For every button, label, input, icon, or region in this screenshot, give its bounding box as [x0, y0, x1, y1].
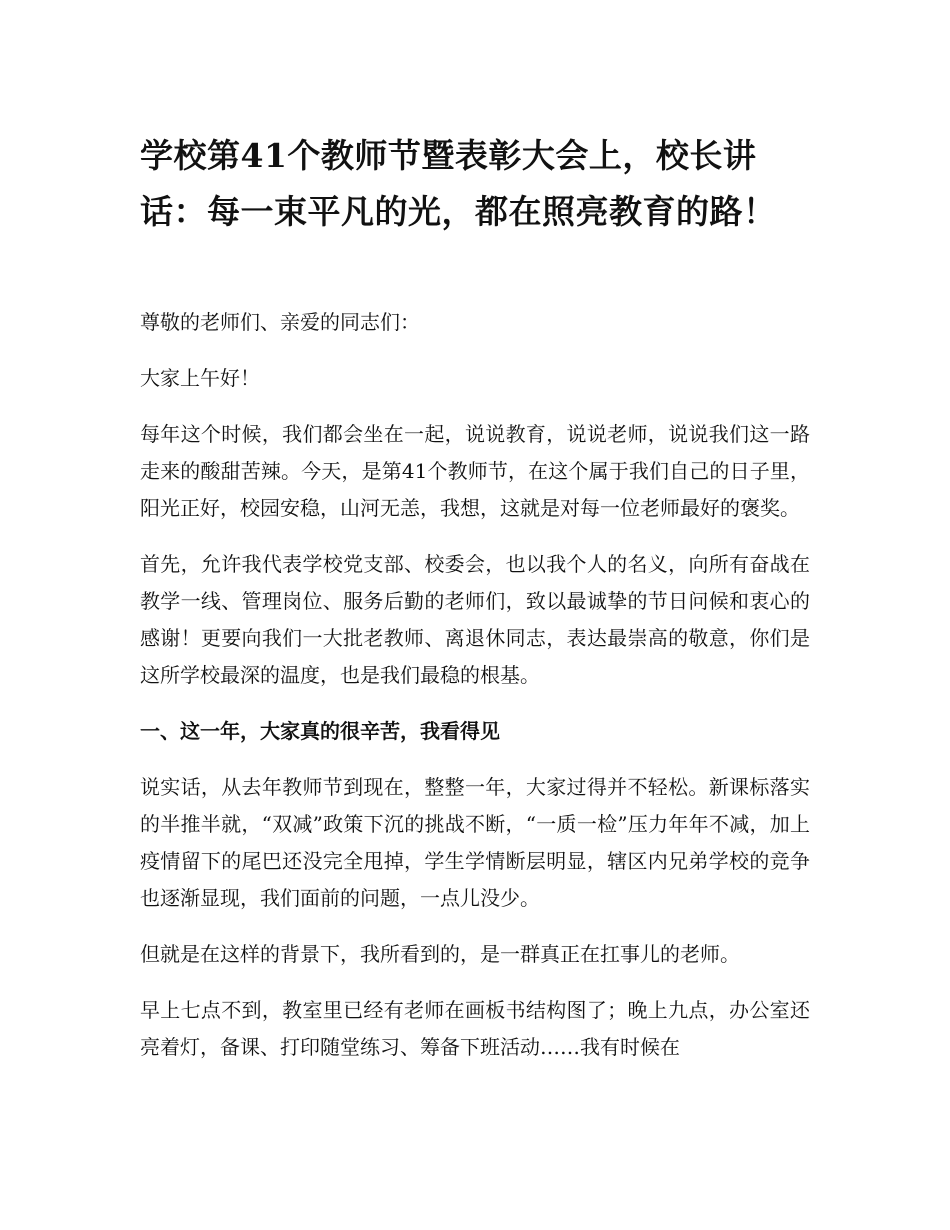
greeting: 大家上午好！: [140, 366, 260, 390]
document-page: [140, 0, 810, 1230]
document-title: 学校第41个教师节暨表彰大会上，校长讲话：每一束平凡的光，都在照亮教育的路！: [140, 136, 777, 231]
section-heading: 一、这一年，大家真的很辛苦，我看得见: [140, 719, 500, 743]
salutation: 尊敬的老师们、亲爱的同志们：: [140, 310, 420, 334]
paragraph: 每年这个时候，我们都会坐在一起，说说教育，说说老师，说说我们这一路走来的酸甜苦辣。今天，是第41个教师节，在这个属于我们自己的日子里，阳光正好，校园安稳，山河无恙，我想，这就是对每一位老师最好的褒奖。: [140, 422, 810, 520]
paragraph: 首先，允许我代表学校党支部、校委会，也以我个人的名义，向所有奋战在教学一线、管理岗位、服务后勤的老师们，致以最诚挚的节日问候和衷心的感谢！更要向我们一大批老教师、离退休同志，表达最崇高的敬意，你们是这所学校最深的温度，也是我们最稳的根基。: [140, 552, 810, 687]
paragraph: 说实话，从去年教师节到现在，整整一年，大家过得并不轻松。新课标落实的半推半就，“双减”政策下沉的挑战不断，“一质一检”压力年年不减，加上疫情留下的尾巴还没完全甩掉，学生学情断层明显，辖区内兄弟学校的竞争也逐渐显现，我们面前的问题，一点儿没少。: [140, 775, 810, 910]
document-body: [140, 304, 810, 1085]
paragraph: 早上七点不到，教室里已经有老师在画板书结构图了；晚上九点，办公室还亮着灯，备课、打印随堂练习、筹备下班活动……我有时候在: [140, 998, 810, 1059]
paragraph: 但就是在这样的背景下，我所看到的，是一群真正在扛事儿的老师。: [140, 942, 740, 966]
